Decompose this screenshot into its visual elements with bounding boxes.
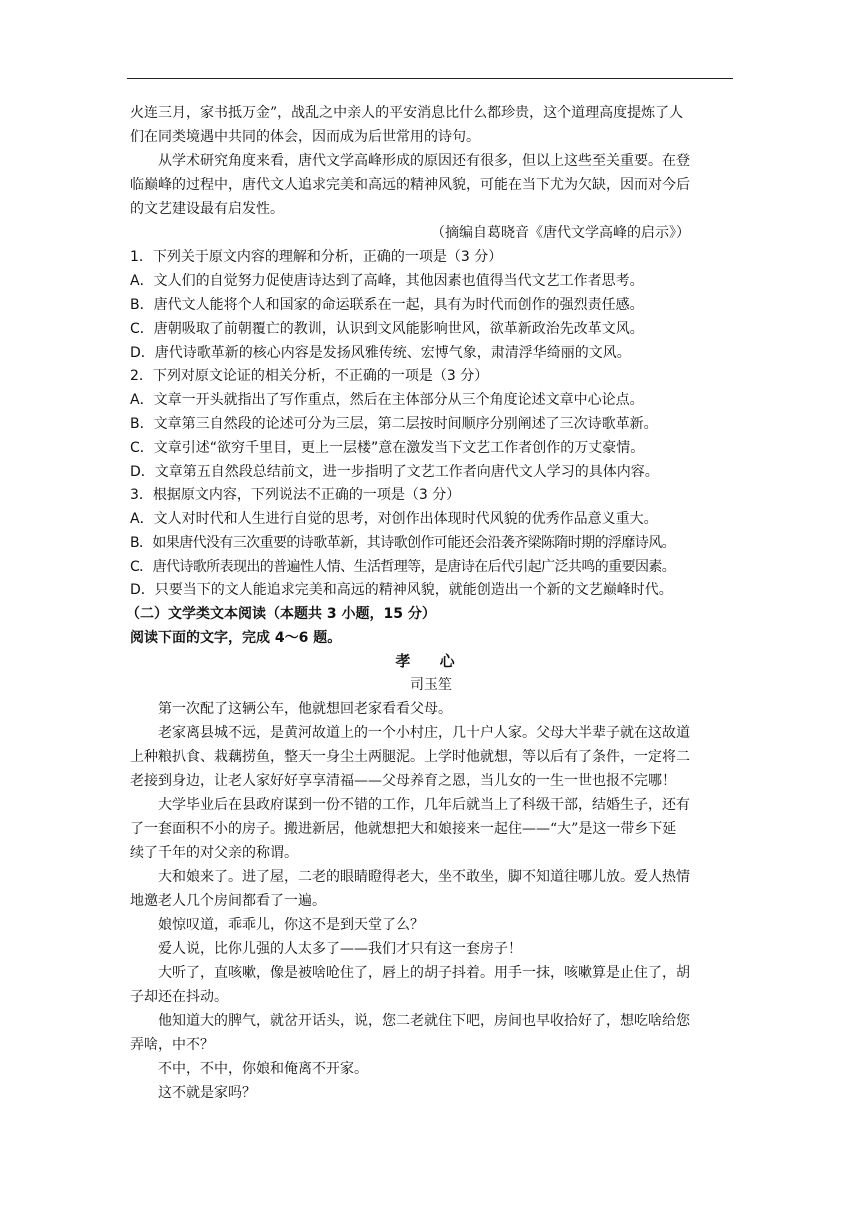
paragraph-line: 的文艺建设最有启发性。	[130, 201, 284, 217]
question-option: D．只要当下的文人能追求完美和高远的精神风貌，就能创造出一个新的文艺巅峰时代。	[130, 582, 673, 598]
question-option: C．唐朝吸取了前朝覆亡的教训，认识到文风能影响世风，欲革新政治先改革文风。	[130, 321, 644, 337]
paragraph-line: 火连三月，家书抵万金”，战乱之中亲人的平安消息比什么都珍贵，这个道理高度提炼了人	[130, 105, 684, 121]
story-line: 娘惊叹道，乖乖儿，你这不是到天堂了么？	[158, 917, 424, 933]
question-option: B．唐代文人能将个人和国家的命运联系在一起，具有为时代而创作的强烈责任感。	[130, 297, 644, 313]
story-title: 孝 心	[395, 652, 467, 670]
story-line: 不中，不中，你娘和俺离不开家。	[158, 1061, 368, 1077]
story-author: 司玉笙	[410, 677, 452, 693]
story-line: 弄啥，中不？	[130, 1037, 214, 1053]
paragraph-line: 从学术研究角度来看，唐代文学高峰形成的原因还有很多，但以上这些至关重要。在登	[158, 153, 690, 169]
story-line: 老家离县城不远，是黄河故道上的一个小村庄，几十户人家。父母大半辈子就在这故道	[158, 725, 690, 741]
story-line: 老接到身边，让老人家好好享享清福——父母养育之恩，当儿女的一生一世也报不完哪！	[130, 773, 676, 789]
question-stem: 1．下列关于原文内容的理解和分析，正确的一项是（3 分）	[130, 249, 503, 265]
section-heading: （二）文学类文本阅读（本题共 3 小题，15 分）	[126, 606, 436, 622]
header-rule	[127, 78, 733, 79]
story-line: 上种粮扒食、栽藕捞鱼，整天一身尘土两腿泥。上学时他就想，等以后有了条件，一定将二	[130, 749, 690, 765]
story-line: 了一套面积不小的房子。搬进新居，他就想把大和娘接来一起住——“大”是这一带乡下延	[130, 821, 677, 837]
story-line: 爱人说，比你儿强的人太多了——我们才只有这一套房子！	[158, 941, 522, 957]
paragraph-line: 临巅峰的过程中，唐代文人追求完美和高远的精神风貌，可能在当下尤为欠缺，因而对今后	[130, 177, 690, 193]
story-line: 大和娘来了。进了屋，二老的眼睛瞪得老大，坐不敢坐，脚不知道往哪儿放。爱人热情	[158, 869, 690, 885]
question-option: D．唐代诗歌革新的核心内容是发扬风雅传统、宏博气象，肃清浮华绮丽的文风。	[130, 345, 631, 361]
question-option: C．唐代诗歌所表现出的普遍性人情、生活哲理等，是唐诗在后代引起广泛共鸣的重要因素。	[130, 559, 676, 575]
story-line: 这不就是家吗？	[158, 1085, 256, 1101]
story-line: 第一次配了这辆公车，他就想回老家看看父母。	[158, 701, 452, 717]
story-line: 大听了，直咳嗽，像是被啥呛住了，唇上的胡子抖着。用手一抹，咳嗽算是止住了，胡	[158, 965, 690, 981]
paragraph-line: 们在同类境遇中共同的体会，因而成为后世常用的诗句。	[130, 129, 480, 145]
question-stem: 2．下列对原文论证的相关分析，不正确的一项是（3 分）	[130, 368, 489, 384]
story-line: 子却还在抖动。	[130, 989, 228, 1005]
question-stem: 3．根据原文内容，下列说法不正确的一项是（3 分）	[130, 487, 461, 503]
question-option: A．文章一开头就指出了写作重点，然后在主体部分从三个角度论述文章中心论点。	[130, 392, 644, 408]
question-option: B．文章第三自然段的论述可分为三层，第二层按时间顺序分别阐述了三次诗歌革新。	[130, 416, 658, 432]
question-option: B．如果唐代没有三次重要的诗歌革新，其诗歌创作可能还会沿袭齐梁陈隋时期的浮靡诗风。	[130, 535, 676, 551]
question-option: A．文人对时代和人生进行自觉的思考，对创作出体现时代风貌的优秀作品意义重大。	[130, 511, 658, 527]
question-option: A．文人们的自觉努力促使唐诗达到了高峰，其他因素也值得当代文艺工作者思考。	[130, 273, 644, 289]
source-citation: （摘编自葛晓音《唐代文学高峰的启示》）	[431, 225, 690, 241]
question-option: C．文章引述“欲穷千里目，更上一层楼”意在激发当下文艺工作者创作的万丈豪情。	[130, 440, 645, 456]
question-option: D．文章第五自然段总结前文，进一步指明了文艺工作者向唐代文人学习的具体内容。	[130, 464, 659, 480]
section-instruction: 阅读下面的文字，完成 4～6 题。	[130, 630, 342, 646]
story-line: 大学毕业后在县政府谋到一份不错的工作，几年后就当上了科级干部，结婚生子，还有	[158, 797, 690, 813]
story-line: 续了千年的对父亲的称谓。	[130, 845, 298, 861]
story-line: 地邀老人几个房间都看了一遍。	[130, 893, 326, 909]
story-line: 他知道大的脾气，就岔开话头，说，您二老就住下吧，房间也早收拾好了，想吃啥给您	[158, 1013, 690, 1029]
